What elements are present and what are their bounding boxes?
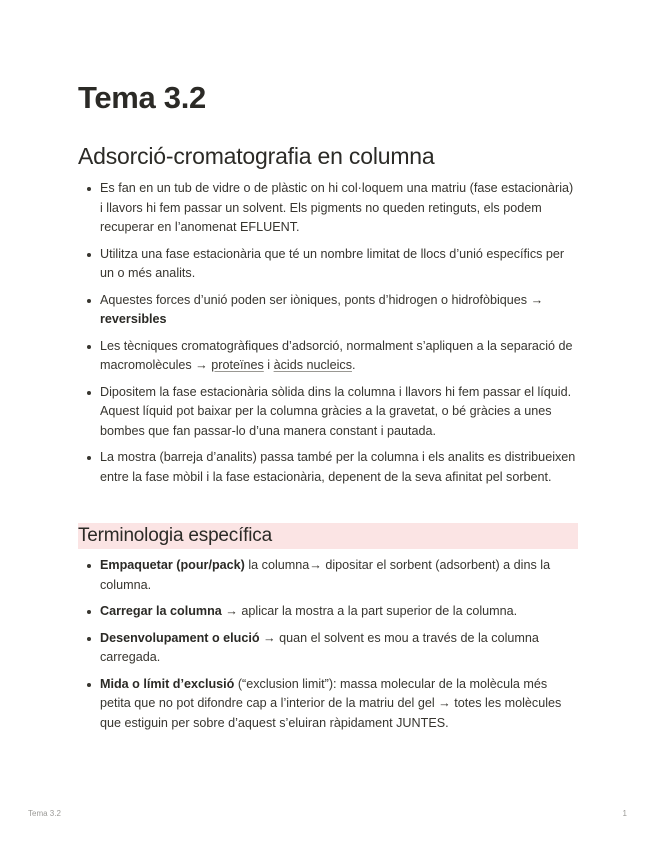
list-item: Empaquetar (pour/pack) la columna→ dipositar el sorbent (adsorbent) a dins la columna.: [78, 556, 578, 595]
list-item: Utilitza una fase estacionària que té un nombre limitat de llocs d’unió específics per un o més analits.: [78, 245, 578, 284]
underlined-term-acids-nucleics: àcids nucleics: [273, 358, 352, 372]
page-title: Tema 3.2: [78, 80, 206, 115]
bold-term: Mida o límit d’exclusió: [100, 676, 235, 691]
list-item: Mida o límit d’exclusió (“exclusion limit”): massa molecular de la molècula més petita que no pot difondre cap a l’interior de la matriu del gel → totes les molècules que estiguin per sobre d’aquest s’eluiran ràpidament JUNTES.: [78, 675, 578, 734]
section-heading-terminologia: Terminologia específica: [78, 523, 578, 549]
bullet-list-terminologia: [78, 556, 578, 740]
section-heading-adsorcio: Adsorció-cromatografia en columna: [78, 143, 435, 169]
list-item: La mostra (barreja d’analits) passa també per la columna i els analits es distribueixen entre la fase mòbil i la fase estacionària, depenent de la seva afinitat pel sorbent.: [78, 448, 578, 487]
footer-title: Tema 3.2: [28, 809, 61, 818]
bold-term: reversibles: [100, 312, 167, 326]
list-item: Aquestes forces d’unió poden ser iòniques, ponts d’hidrogen o hidrofòbiques → reversibles: [78, 291, 578, 330]
bullet-list-adsorcio: [78, 179, 578, 494]
bold-term: Empaquetar (pour/pack): [100, 558, 245, 572]
bold-term: Desenvolupament o elució: [100, 630, 260, 645]
page-number: 1: [622, 809, 627, 818]
list-item: Les tècniques cromatogràfiques d’adsorció, normalment s’apliquen a la separació de macromolècules → proteïnes i àcids nucleics.: [78, 337, 578, 376]
underlined-term-proteines: proteïnes: [211, 358, 264, 372]
list-item: Es fan en un tub de vidre o de plàstic on hi col·loquem una matriu (fase estacionària) i llavors hi fem passar un solvent. Els pigments no queden retinguts, els podem recuperar en l’anomenat EFLUENT.: [78, 179, 578, 238]
list-item: Desenvolupament o elució → quan el solvent es mou a través de la columna carregada.: [78, 629, 578, 668]
list-item: Carregar la columna → aplicar la mostra a la part superior de la columna.: [78, 602, 578, 622]
bold-term: Carregar la columna: [100, 604, 222, 618]
list-item: Dipositem la fase estacionària sòlida dins la columna i llavors hi fem passar el líquid. Aquest líquid pot baixar per la columna gràcies a la gravetat, o bé gràcies a unes bombes que fan passar-lo d’una manera constant i pautada.: [78, 383, 578, 442]
